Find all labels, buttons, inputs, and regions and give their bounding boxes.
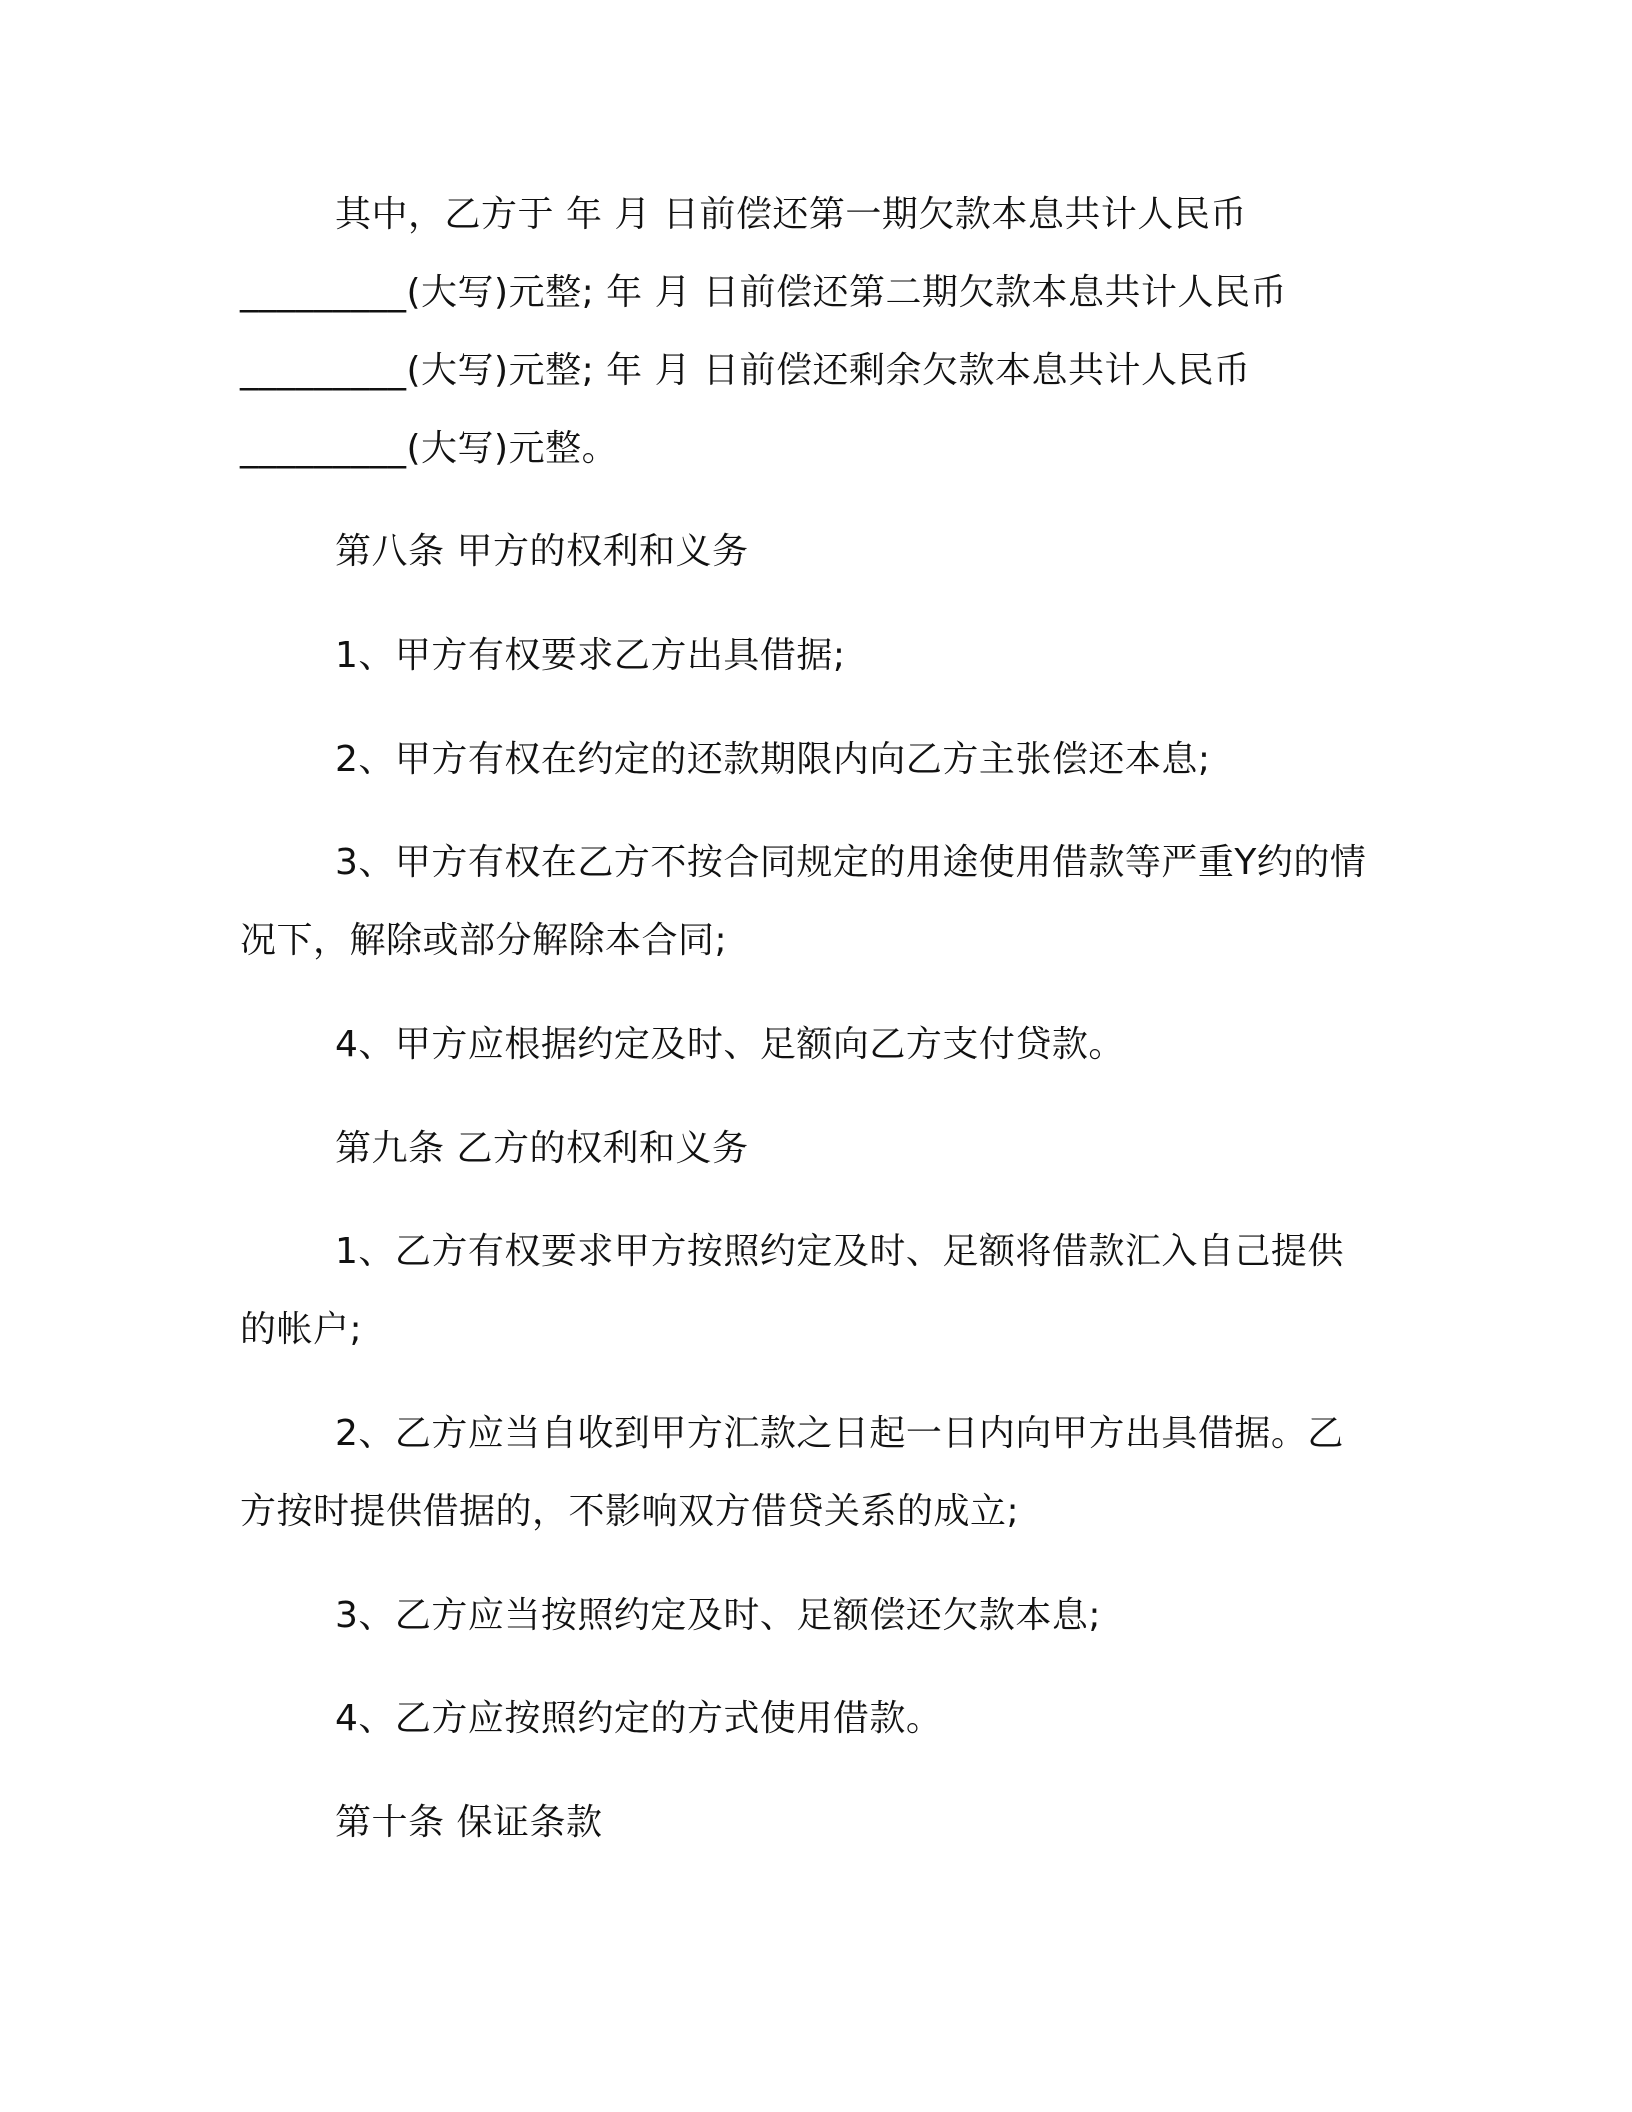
article-10-heading bbox=[240, 1784, 1390, 1862]
article-8-item-2 bbox=[240, 721, 1390, 799]
paragraph-repayment-schedule bbox=[240, 176, 1390, 488]
text-line: _________(大写)元整; 年 月 日前偿还剩余欠款本息共计人民币 bbox=[240, 350, 1251, 391]
text-line: 1、乙方有权要求甲方按照约定及时、足额将借款汇入自己提供 bbox=[335, 1231, 1344, 1272]
text-line: 2、甲方有权在约定的还款期限内向乙方主张偿还本息; bbox=[335, 739, 1211, 780]
article-8-item-1 bbox=[240, 617, 1390, 695]
text-line: 的帐户; bbox=[240, 1309, 363, 1350]
article-9-item-3 bbox=[240, 1577, 1390, 1655]
text-line: 第九条 乙方的权利和义务 bbox=[335, 1128, 749, 1169]
article-8-item-4 bbox=[240, 1006, 1390, 1084]
article-9-item-1 bbox=[240, 1213, 1390, 1369]
text-line: 2、乙方应当自收到甲方汇款之日起一日内向甲方出具借据。乙 bbox=[335, 1413, 1344, 1454]
text-line: 3、甲方有权在乙方不按合同规定的用途使用借款等严重Y约的情 bbox=[335, 842, 1367, 883]
text-line: 第十条 保证条款 bbox=[335, 1802, 603, 1843]
text-line: _________(大写)元整; 年 月 日前偿还第二期欠款本息共计人民币 bbox=[240, 272, 1288, 313]
text-line: _________(大写)元整。 bbox=[240, 428, 619, 469]
text-line: 其中，乙方于 年 月 日前偿还第一期欠款本息共计人民币 bbox=[335, 194, 1247, 235]
article-9-item-4 bbox=[240, 1680, 1390, 1758]
article-9-heading bbox=[240, 1110, 1390, 1188]
article-8-item-3 bbox=[240, 824, 1390, 980]
text-line: 4、乙方应按照约定的方式使用借款。 bbox=[335, 1698, 943, 1739]
text-line: 第八条 甲方的权利和义务 bbox=[335, 531, 749, 572]
article-8-heading bbox=[240, 513, 1390, 591]
text-line: 1、甲方有权要求乙方出具借据; bbox=[335, 635, 846, 676]
article-9-item-2 bbox=[240, 1395, 1390, 1551]
text-line: 况下，解除或部分解除本合同; bbox=[240, 920, 728, 961]
text-line: 4、甲方应根据约定及时、足额向乙方支付贷款。 bbox=[335, 1024, 1125, 1065]
text-line: 3、乙方应当按照约定及时、足额偿还欠款本息; bbox=[335, 1595, 1102, 1636]
text-line: 方按时提供借据的，不影响双方借贷关系的成立; bbox=[240, 1491, 1020, 1532]
